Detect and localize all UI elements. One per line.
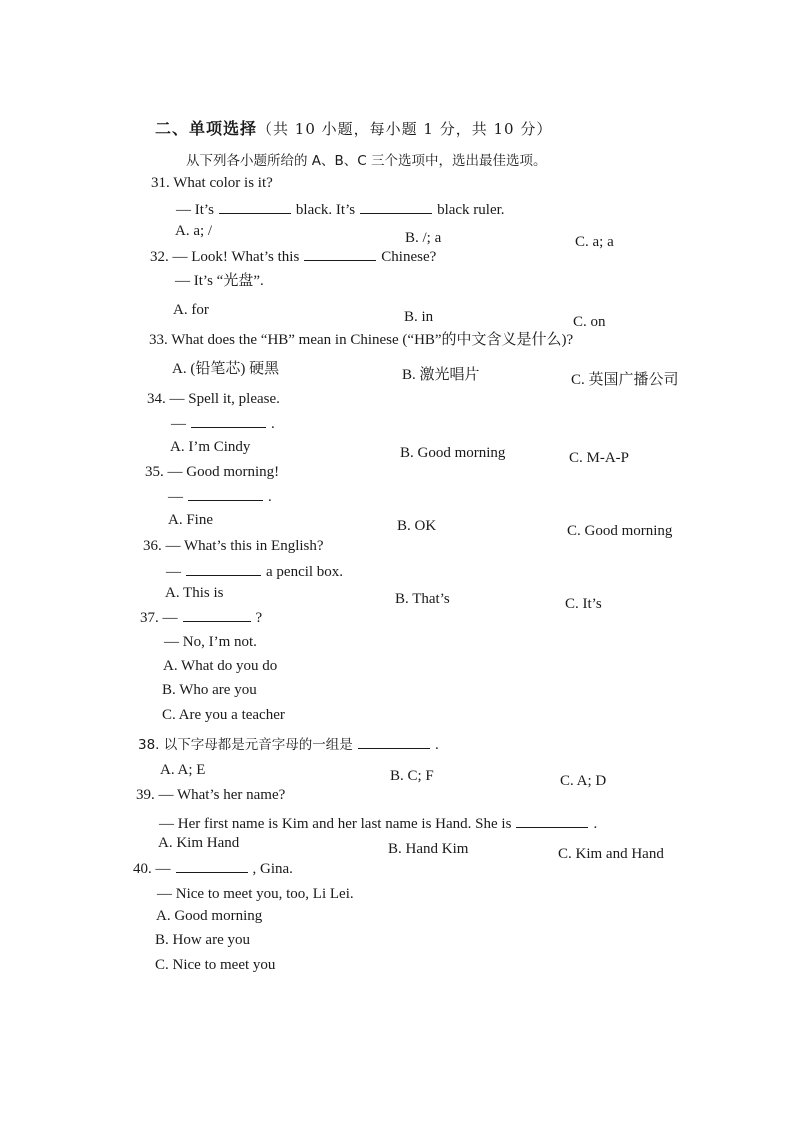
q34-option-c: C. M-A-P: [569, 450, 630, 466]
q40-stem: [133, 859, 293, 878]
q33-option-c: C. 英国广播公司: [571, 372, 679, 388]
q31-option-b: B. /; a: [405, 230, 442, 246]
q34-stem: 34. — Spell it, please.: [147, 391, 280, 407]
q34-option-a: A. I’m Cindy: [170, 439, 251, 455]
q38-stem-part1: 38. 以下字母都是元音字母的一组是: [138, 737, 353, 753]
answer-blank: [188, 487, 263, 501]
q36-dialogue: [166, 562, 343, 581]
q31-dialogue: [176, 200, 505, 219]
q34-dash: —: [171, 416, 186, 432]
q39-stem: 39. — What’s her name?: [136, 787, 286, 803]
answer-blank: [360, 200, 432, 214]
q37-option-b: B. Who are you: [162, 682, 257, 698]
q32-stem-part1: 32. — Look! What’s this: [150, 249, 300, 265]
q35-stem: 35. — Good morning!: [145, 464, 280, 480]
q33-option-b: B. 激光唱片: [402, 367, 480, 383]
q40-dialogue: — Nice to meet you, too, Li Lei.: [157, 886, 354, 902]
q35-dialogue: [168, 487, 272, 506]
q34-dialogue-end: .: [271, 416, 275, 432]
answer-blank: [516, 814, 588, 828]
q35-dialogue-end: .: [268, 489, 272, 505]
q34-dialogue: [171, 414, 275, 433]
q39-option-b: B. Hand Kim: [388, 841, 469, 857]
q36-dash: —: [166, 564, 181, 580]
q37-stem-end: ?: [255, 610, 263, 626]
q36-dialogue-end: a pencil box.: [266, 564, 344, 580]
q39-dialogue-text: — Her first name is Kim and her last name is Hand. She is: [159, 816, 512, 832]
q31-dialogue-part1: — It’s: [176, 202, 214, 218]
q32-option-a: A. for: [173, 302, 209, 318]
q38-option-c: C. A; D: [560, 773, 607, 789]
q39-dialogue-end: .: [593, 816, 598, 832]
q35-option-c: C. Good morning: [567, 523, 673, 539]
q40-stem-end: , Gina.: [252, 861, 293, 877]
q35-dash: —: [168, 489, 183, 505]
answer-blank: [186, 562, 261, 576]
answer-blank: [176, 859, 248, 873]
section-title: [155, 120, 552, 138]
section-title-text: 二、单项选择: [155, 119, 258, 138]
q36-stem: 36. — What’s this in English?: [143, 538, 324, 554]
q33-option-a: A. (铅笔芯) 硬黑: [172, 361, 280, 377]
q32-option-c: C. on: [573, 314, 606, 330]
q40-option-c: C. Nice to meet you: [155, 957, 276, 973]
q38-option-b: B. C; F: [390, 768, 434, 784]
answer-blank: [304, 247, 376, 261]
answer-blank: [191, 414, 266, 428]
q38-option-a: A. A; E: [160, 762, 206, 778]
q39-option-a: A. Kim Hand: [158, 835, 240, 851]
q34-option-b: B. Good morning: [400, 445, 506, 461]
q35-option-a: A. Fine: [168, 512, 213, 528]
q32-stem-part2: Chinese?: [381, 249, 437, 265]
answer-blank: [219, 200, 291, 214]
q36-option-a: A. This is: [165, 585, 224, 601]
q31-option-c: C. a; a: [575, 234, 614, 250]
section-note: （共 10 小题，每小题 1 分，共 10 分）: [257, 120, 553, 138]
q37-stem-part1: 37. —: [140, 610, 178, 626]
q32-dialogue: — It’s “光盘”.: [175, 273, 264, 289]
q36-option-b: B. That’s: [395, 591, 450, 607]
q31-stem: 31. What color is it?: [151, 175, 273, 191]
q31-dialogue-part3: black ruler.: [437, 202, 505, 218]
q35-option-b: B. OK: [397, 518, 437, 534]
q37-option-a: A. What do you do: [163, 658, 278, 674]
q33-stem: 33. What does the “HB” mean in Chinese (“HB”的中文含义是什么)?: [149, 332, 574, 348]
q40-option-b: B. How are you: [155, 932, 250, 948]
q38-stem-end: .: [434, 737, 440, 753]
q38-stem: [138, 735, 439, 754]
q32-option-b: B. in: [404, 309, 434, 325]
q39-dialogue: [159, 814, 597, 833]
q31-option-a: A. a; /: [175, 223, 213, 239]
q37-dialogue: — No, I’m not.: [164, 634, 257, 650]
q39-option-c: C. Kim and Hand: [558, 846, 664, 862]
q40-stem-part1: 40. —: [133, 861, 171, 877]
q36-option-c: C. It’s: [565, 596, 602, 612]
answer-blank: [183, 608, 251, 622]
section-instruction: 从下列各小题所给的 A、B、C 三个选项中，选出最佳选项。: [186, 153, 547, 169]
q32-stem: [150, 247, 436, 266]
answer-blank: [358, 735, 430, 749]
q37-option-c: C. Are you a teacher: [162, 707, 285, 723]
q31-dialogue-part2: black. It’s: [295, 202, 356, 218]
q40-option-a: A. Good morning: [156, 908, 263, 924]
q37-stem: [140, 608, 262, 627]
